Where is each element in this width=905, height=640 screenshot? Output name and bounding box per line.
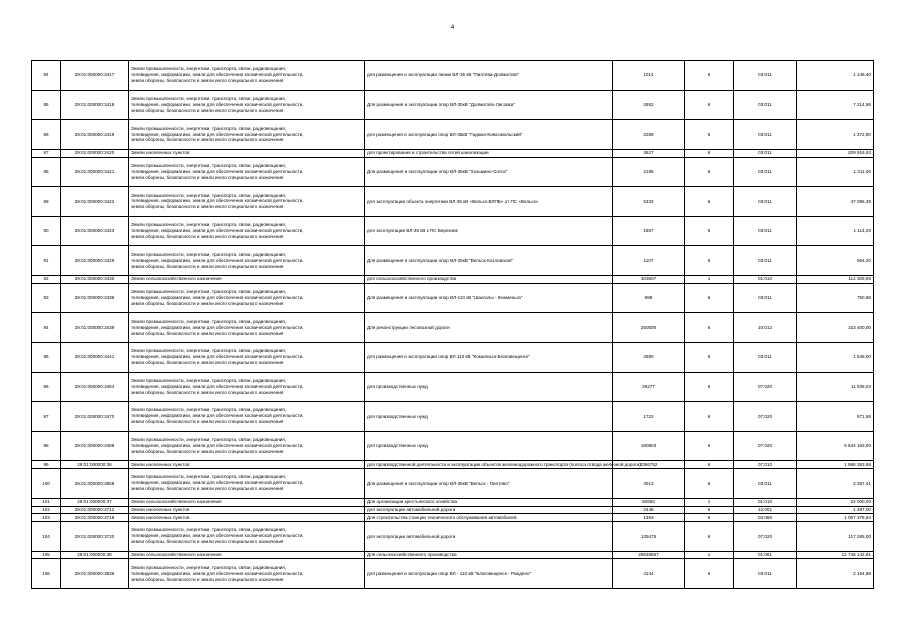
cadastral-value-cell: 22 000,00 [797, 498, 874, 506]
land-category-cell [129, 313, 365, 343]
area-cell: 2185 [613, 157, 685, 187]
land-category-cell [129, 469, 365, 499]
table-row [32, 61, 874, 91]
row-number-cell: 88 [32, 157, 61, 187]
cadastral-number-cell: 29:01:000000:3488 [61, 431, 129, 461]
land-category-cell [129, 498, 365, 506]
table-row [32, 431, 874, 461]
land-category-line: земли обороны, безопасности и земли иного специального назначения [131, 419, 284, 425]
table-row [32, 522, 874, 552]
class-cell: 6 [685, 372, 734, 402]
land-category-line: Земли промышленности, энергетики, транспорта, связи, радиовещания, [131, 95, 287, 101]
cadastral-value-cell: 47 096,39 [797, 187, 874, 217]
use-code-cell: 04:095 [734, 514, 797, 522]
land-category-line: Земли промышленности, энергетики, транспорта, связи, радиовещания, [131, 222, 287, 228]
use-code-cell: 03:011 [734, 342, 797, 372]
use-code-cell: 07:020 [734, 431, 797, 461]
land-category-cell [129, 216, 365, 246]
table-row [32, 402, 874, 432]
area-cell: 5333 [613, 187, 685, 217]
use-code-cell: 03:011 [734, 187, 797, 217]
cadastral-number-cell: 29:01:000000:3430 [61, 275, 129, 283]
land-category-cell [129, 120, 365, 150]
land-category-cell [129, 283, 365, 313]
class-cell: 6 [685, 246, 734, 276]
cadastral-number-cell: 29:01:000000:3436 [61, 283, 129, 313]
land-category-line: земли обороны, безопасности и земли иного специального назначения [131, 576, 284, 582]
land-category-cell [129, 149, 365, 157]
land-category-line: Земли сельскохозяйственного назначения [131, 552, 222, 558]
cadastral-value-cell: 1 114,20 [797, 216, 874, 246]
area-cell: 28277 [613, 372, 685, 402]
land-category-line: земли обороны, безопасности и земли иного специального назначения [131, 539, 284, 545]
table-row [32, 149, 874, 157]
land-category-line: телевидения, информатики, земли для обеспечения космической деятельности, [131, 72, 304, 78]
land-category-line: Земли промышленности, энергетики, транспорта, связи, радиовещания, [131, 318, 287, 324]
cadastral-number-cell: 29:01:000000:3418 [61, 90, 129, 120]
use-code-cell: 07:010 [734, 461, 797, 469]
cadastral-number-cell: 29:01:000000:3718 [61, 514, 129, 522]
class-cell: 6 [685, 402, 734, 432]
use-code-cell: 07:020 [734, 372, 797, 402]
row-number-cell: 90 [32, 216, 61, 246]
land-category-line: земли обороны, безопасности и земли иного специального назначения [131, 360, 284, 366]
permitted-use-cell: Для организации крестьянского хозяйства [365, 498, 613, 506]
land-category-line: Земли промышленности, энергетики, транспорта, связи, радиовещания, [131, 289, 287, 295]
cadastral-number-cell: 29:01:000000:38 [61, 551, 129, 559]
area-cell: 303607 [613, 275, 685, 283]
cadastral-value-cell: 1 146,40 [797, 61, 874, 91]
row-number-cell: 95 [32, 342, 61, 372]
cadastral-value-cell: 664,20 [797, 246, 874, 276]
cadastral-number-cell: 29:01:000000:3441 [61, 342, 129, 372]
area-cell: 180803 [613, 431, 685, 461]
row-number-cell: 102 [32, 506, 61, 514]
land-category-cell [129, 275, 365, 283]
table-row [32, 283, 874, 313]
class-cell: 6 [685, 187, 734, 217]
land-category-line: телевидения, информатики, земли для обеспечения космической деятельности, [131, 131, 304, 137]
land-category-line: земли обороны, безопасности и земли иного специального назначения [131, 263, 284, 269]
permitted-use-cell: Для строительства станции технического обслуживания автомобилей [365, 514, 613, 522]
table-row [32, 313, 874, 343]
land-category-cell [129, 61, 365, 91]
cadastral-value-cell: 7 214,56 [797, 90, 874, 120]
land-category-line: Земли промышленности, энергетики, транспорта, связи, радиовещания, [131, 377, 287, 383]
permitted-use-cell: для размещения и эксплуатации опор ВЛ-35кВ "Гадюка-Комсомольский" [365, 120, 613, 150]
permitted-use-cell: для эксплуатации автомобильной дороги [365, 506, 613, 514]
area-cell: 1722 [613, 402, 685, 432]
table-row [32, 469, 874, 499]
land-category-cell [129, 187, 365, 217]
cadastral-value-cell: 1 487,00 [797, 506, 874, 514]
land-category-line: земли обороны, безопасности и земли иного специального назначения [131, 174, 284, 180]
class-cell: 6 [685, 559, 734, 589]
area-cell: 988 [613, 283, 685, 313]
table-row [32, 506, 874, 514]
land-category-cell [129, 461, 365, 469]
area-cell: 1353 [613, 514, 685, 522]
area-cell: 250000 [613, 313, 685, 343]
land-category-line: телевидения, информатики, земли для обеспечения космической деятельности, [131, 257, 304, 263]
permitted-use-cell: для производственных нужд [365, 402, 613, 432]
area-cell: 1857 [613, 216, 685, 246]
cadastral-number-cell: 29:01:000000:3421 [61, 157, 129, 187]
area-cell: 4013 [613, 469, 685, 499]
land-category-cell [129, 90, 365, 120]
land-category-cell [129, 402, 365, 432]
row-number-cell: 97 [32, 402, 61, 432]
table-row [32, 120, 874, 150]
land-plots-table [31, 60, 874, 589]
cadastral-value-cell: 117 285,00 [797, 522, 874, 552]
cadastral-number-cell: 29:01:000000:3720 [61, 522, 129, 552]
cadastral-value-cell: 153 400,00 [797, 313, 874, 343]
land-category-cell [129, 522, 365, 552]
land-category-line: земли обороны, безопасности и земли иного специального назначения [131, 204, 284, 210]
table-row [32, 514, 874, 522]
cadastral-number-cell: 29:01:000000:3429 [61, 246, 129, 276]
land-category-cell [129, 506, 365, 514]
class-cell: 1 [685, 551, 734, 559]
cadastral-value-cell: 1 311,00 [797, 157, 874, 187]
land-category-line: земли обороны, безопасности и земли иного специального назначения [131, 301, 284, 307]
land-category-line: земли обороны, безопасности и земли иного специального назначения [131, 137, 284, 143]
land-category-line: Земли промышленности, энергетики, транспорта, связи, радиовещания, [131, 192, 287, 198]
permitted-use-cell: для эксплуатации автомобильной дороги [365, 522, 613, 552]
cadastral-value-cell: 1 986 383,66 [797, 461, 874, 469]
table-row [32, 461, 874, 469]
cadastral-value-cell: 671,58 [797, 402, 874, 432]
land-category-line: Земли промышленности, энергетики, транспорта, связи, радиовещания, [131, 66, 287, 72]
land-category-line: телевидения, информатики, земли для обеспечения космической деятельности, [131, 480, 304, 486]
class-cell: 6 [685, 90, 734, 120]
row-number-cell: 106 [32, 559, 61, 589]
row-number-cell: 101 [32, 498, 61, 506]
cadastral-value-cell: 9 844 163,00 [797, 431, 874, 461]
land-category-line: земли обороны, безопасности и земли иного специального назначения [131, 107, 284, 113]
land-category-line: земли обороны, безопасности и земли иного специального назначения [131, 449, 284, 454]
cadastral-value-cell: 2 154,88 [797, 559, 874, 589]
land-category-line: Земли населенных пунктов [131, 506, 190, 512]
land-category-line: Земли промышленности, энергетики, транспорта, связи, радиовещания, [131, 407, 287, 413]
class-cell: 6 [685, 120, 734, 150]
permitted-use-cell: Для реконструкции лесовозной дороги [365, 313, 613, 343]
use-code-cell: 03:011 [734, 90, 797, 120]
area-cell: 3366752 [613, 461, 685, 469]
land-category-line: телевидения, информатики, земли для обеспечения космической деятельности, [131, 443, 304, 449]
class-cell: 6 [685, 342, 734, 372]
permitted-use-cell: для размещения и эксплуатации линии ВЛ-35 кВ "Пилтева-Долматово" [365, 61, 613, 91]
permitted-use-cell: для производственных нужд [365, 372, 613, 402]
land-category-line: Земли сельскохозяйственного назначения [131, 276, 222, 282]
land-category-cell [129, 431, 365, 461]
land-category-line: земли обороны, безопасности и земли иного специального назначения [131, 389, 284, 395]
use-code-cell: 03:011 [734, 469, 797, 499]
row-number-cell: 89 [32, 187, 61, 217]
class-cell: 6 [685, 506, 734, 514]
row-number-cell: 100 [32, 469, 61, 499]
cadastral-number-cell: 29:01:000000:3419 [61, 120, 129, 150]
cadastral-value-cell: 1 372,80 [797, 120, 874, 150]
class-cell: 6 [685, 514, 734, 522]
class-cell: 6 [685, 216, 734, 246]
land-category-line: телевидения, информатики, земли для обеспечения космической деятельности, [131, 383, 304, 389]
cadastral-number-cell: 29:01:000000:3417 [61, 61, 129, 91]
table-row [32, 372, 874, 402]
use-code-cell: 10:012 [734, 313, 797, 343]
use-code-cell: 07:020 [734, 402, 797, 432]
land-category-line: телевидения, информатики, земли для обеспечения космической деятельности, [131, 324, 304, 330]
land-category-line: Земли промышленности, энергетики, транспорта, связи, радиовещания, [131, 564, 287, 570]
land-category-line: Земли сельскохозяйственного назначения [131, 499, 222, 505]
class-cell: 6 [685, 157, 734, 187]
cadastral-number-cell: 29:01:000000:3422 [61, 187, 129, 217]
class-cell: 1 [685, 275, 734, 283]
use-code-cell: 01:010 [734, 275, 797, 283]
area-cell: 1107 [613, 246, 685, 276]
table-row [32, 559, 874, 589]
cadastral-number-cell: 29:01:000000:3836 [61, 559, 129, 589]
land-category-line: Земли населенных пунктов [131, 150, 190, 156]
row-number-cell: 99 [32, 461, 61, 469]
table-row [32, 187, 874, 217]
area-cell: 2580 [613, 342, 685, 372]
land-category-cell [129, 246, 365, 276]
cadastral-value-cell: 209 916,63 [797, 149, 874, 157]
land-category-line: телевидения, информатики, земли для обеспечения космической деятельности, [131, 413, 304, 419]
permitted-use-cell: Для сельскохозяйственного производства [365, 551, 613, 559]
use-code-cell: 01:010 [734, 498, 797, 506]
class-cell: 6 [685, 313, 734, 343]
cadastral-value-cell: 750,88 [797, 283, 874, 313]
table-row [32, 342, 874, 372]
land-category-line: земли обороны, безопасности и земли иного специального назначения [131, 486, 284, 492]
row-number-cell: 92 [32, 275, 61, 283]
table-row [32, 551, 874, 559]
cadastral-value-cell: 12 745 142,81 [797, 551, 874, 559]
row-number-cell: 104 [32, 522, 61, 552]
area-cell: 50650 [613, 498, 685, 506]
table-row [32, 90, 874, 120]
land-category-line: телевидения, информатики, земли для обеспечения космической деятельности, [131, 101, 304, 107]
land-category-line: Земли промышленности, энергетики, транспорта, связи, радиовещания, [131, 125, 287, 131]
land-category-line: Земли промышленности, энергетики, транспорта, связи, радиовещания, [131, 527, 287, 533]
cadastral-value-cell: 1 548,00 [797, 342, 874, 372]
land-category-line: телевидения, информатики, земли для обеспечения космической деятельности, [131, 570, 304, 576]
row-number-cell: 96 [32, 372, 61, 402]
class-cell: 6 [685, 469, 734, 499]
row-number-cell: 85 [32, 90, 61, 120]
land-category-line: Земли населенных пунктов [131, 514, 190, 520]
permitted-use-cell: для проектирования и строительства сетей канализации [365, 149, 613, 157]
table-row [32, 216, 874, 246]
permitted-use-cell: для сельскохозяйственного производства [365, 275, 613, 283]
land-category-line: земли обороны, безопасности и земли иного специального назначения [131, 330, 284, 336]
row-number-cell: 93 [32, 283, 61, 313]
class-cell: 1 [685, 498, 734, 506]
area-cell: 1014 [613, 61, 685, 91]
land-category-line: телевидения, информатики, земли для обеспечения космической деятельности, [131, 228, 304, 234]
land-category-line: телевидения, информатики, земли для обеспечения космической деятельности, [131, 168, 304, 174]
table-row [32, 498, 874, 506]
permitted-use-cell: для эксплуатации объекта энергетики ВЛ-35 кВ «Вельск-ВЛПБ» от ПС «Вельск» [365, 187, 613, 217]
land-category-line: телевидения, информатики, земли для обеспечения космической деятельности, [131, 295, 304, 301]
permitted-use-cell: для размещения и эксплуатации опор ВЛ - 110 кВ "Благовещенск - Рождено" [365, 559, 613, 589]
row-number-cell: 103 [32, 514, 61, 522]
land-category-cell [129, 514, 365, 522]
use-code-cell: 03:011 [734, 120, 797, 150]
class-cell: 6 [685, 61, 734, 91]
cadastral-number-cell: 29:01:000000:3464 [61, 372, 129, 402]
cadastral-number-cell: 29:01:000000:3439 [61, 313, 129, 343]
land-category-line: Земли промышленности, энергетики, транспорта, связи, радиовещания, [131, 348, 287, 354]
land-category-cell [129, 551, 365, 559]
row-number-cell: 84 [32, 61, 61, 91]
row-number-cell: 87 [32, 149, 61, 157]
cadastral-number-cell: 29:01:000000:3712 [61, 506, 129, 514]
land-category-line: Земли промышленности, энергетики, транспорта, связи, радиовещания, [131, 437, 287, 443]
permitted-use-cell: для эксплуатации ВЛ-35 кВ к ПС Березник [365, 216, 613, 246]
use-code-cell: 03:011 [734, 61, 797, 91]
cadastral-number-cell: 29:01:000000:3658 [61, 469, 129, 499]
row-number-cell: 94 [32, 313, 61, 343]
use-code-cell: 03:011 [734, 283, 797, 313]
land-category-cell [129, 559, 365, 589]
cadastral-value-cell: 114 309,66 [797, 275, 874, 283]
land-category-line: телевидения, информатики, земли для обеспечения космической деятельности, [131, 354, 304, 360]
class-cell: 6 [685, 149, 734, 157]
row-number-cell: 86 [32, 120, 61, 150]
land-category-line: телевидения, информатики, земли для обеспечения космической деятельности, [131, 198, 304, 204]
cadastral-number-cell: 29:01:000000:37 [61, 498, 129, 506]
area-cell: 2288 [613, 120, 685, 150]
land-category-line: земли обороны, безопасности и земли иного специального назначения [131, 78, 284, 84]
area-cell: 2682 [613, 90, 685, 120]
use-code-cell: 12:001 [734, 506, 797, 514]
class-cell: 6 [685, 283, 734, 313]
area-cell: 4144 [613, 559, 685, 589]
permitted-use-cell: для производственных нужд [365, 431, 613, 461]
permitted-use-cell: Для размещения и эксплуатации опор ВЛ-35кВ "Вельск - Пилтово" [365, 469, 613, 499]
row-number-cell: 91 [32, 246, 61, 276]
cadastral-number-cell: 29:01:000000:36 [61, 461, 129, 469]
row-number-cell: 105 [32, 551, 61, 559]
land-category-line: земли обороны, безопасности и земли иного специального назначения [131, 234, 284, 240]
page-number: 4 [450, 25, 455, 31]
permitted-use-cell: Для размещения и эксплуатации опор ВЛ-35кВ "Долматово-Лисовка" [365, 90, 613, 120]
row-number-cell: 98 [32, 431, 61, 461]
land-category-line: Земли промышленности, энергетики, транспорта, связи, радиовещания, [131, 474, 287, 480]
cadastral-number-cell: 29:01:000000:3423 [61, 216, 129, 246]
class-cell: 6 [685, 461, 734, 469]
land-category-cell [129, 372, 365, 402]
area-cell: 28638867 [613, 551, 685, 559]
use-code-cell: 03:011 [734, 246, 797, 276]
use-code-cell: 03:011 [734, 157, 797, 187]
class-cell: 6 [685, 522, 734, 552]
land-category-line: Земли промышленности, энергетики, транспорта, связи, радиовещания, [131, 251, 287, 257]
cadastral-number-cell: 29:01:000000:3420 [61, 149, 129, 157]
cadastral-number-cell: 29:01:000000:3470 [61, 402, 129, 432]
cadastral-value-cell: 1 057 378,84 [797, 514, 874, 522]
use-code-cell: 03:011 [734, 216, 797, 246]
land-category-cell [129, 157, 365, 187]
permitted-use-cell: для производственной деятельности и эксплуатации объектов железнодорожного транспорта (полоса отвода железной дороги) [365, 461, 613, 469]
permitted-use-cell: Для размещения и эксплуатации опор ВЛ-35кВ "Хозьмино-Солга" [365, 157, 613, 187]
land-category-cell [129, 342, 365, 372]
cadastral-value-cell: 11 028,03 [797, 372, 874, 402]
area-cell: 135475 [613, 522, 685, 552]
table-row [32, 157, 874, 187]
table-row [32, 246, 874, 276]
area-cell: 3627 [613, 149, 685, 157]
permitted-use-cell: Для размещения и эксплуатации опор ВЛ-35кВ "Вельск-Козловская" [365, 246, 613, 276]
use-code-cell: 03:011 [734, 149, 797, 157]
permitted-use-cell: Для размещения и эксплуатации опор ВЛ-110 кВ "Шангалы - Кежменьга" [365, 283, 613, 313]
permitted-use-cell: для размещения и эксплуатации опор ВЛ 110 кВ "Кокшеньга-Благовещенск" [365, 342, 613, 372]
class-cell: 6 [685, 431, 734, 461]
land-category-line: Земли населенных пунктов [131, 461, 190, 467]
cadastral-value-cell: 2 287,41 [797, 469, 874, 499]
use-code-cell: 01:081 [734, 551, 797, 559]
use-code-cell: 07:020 [734, 522, 797, 552]
land-category-line: Земли промышленности, энергетики, транспорта, связи, радиовещания, [131, 162, 287, 168]
land-category-line: телевидения, информатики, земли для обеспечения космической деятельности, [131, 533, 304, 539]
area-cell: 2448 [613, 506, 685, 514]
use-code-cell: 03:011 [734, 559, 797, 589]
table-row [32, 275, 874, 283]
